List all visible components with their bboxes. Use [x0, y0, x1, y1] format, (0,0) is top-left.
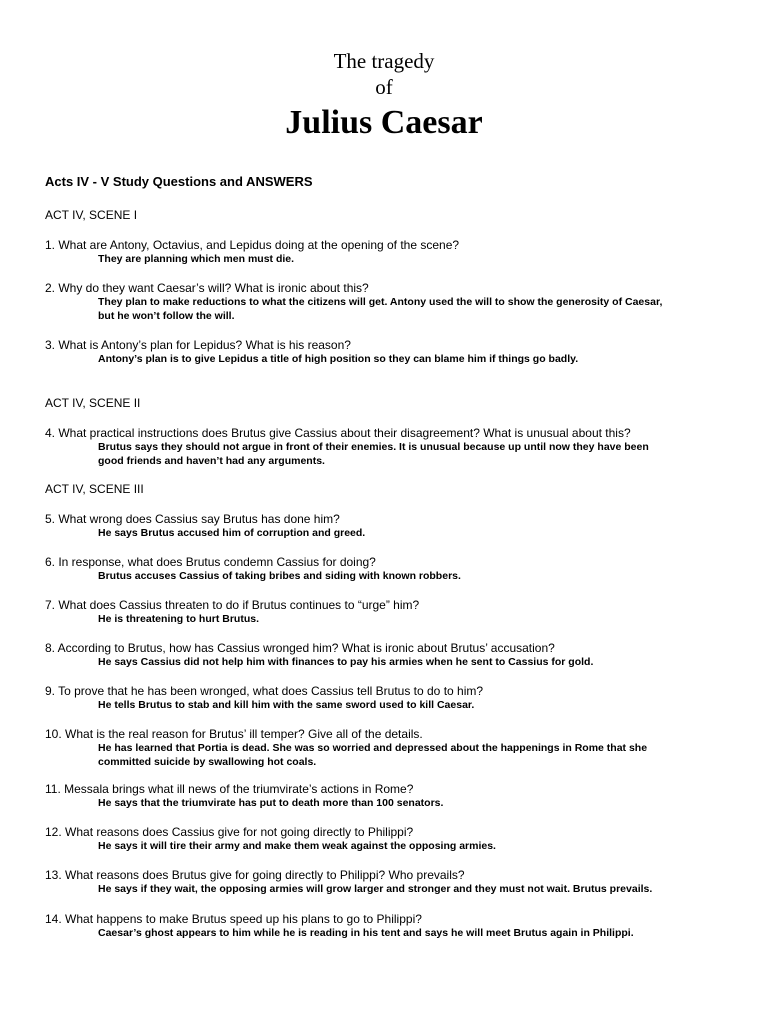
answer-12: He says it will tire their army and make them weak against the opposing armies.	[98, 840, 496, 852]
answer-11: He says that the triumvirate has put to death more than 100 senators.	[98, 797, 444, 809]
question-9: 9. To prove that he has been wronged, what does Cassius tell Brutus to do to him?	[45, 684, 484, 698]
answer-6: Brutus accuses Cassius of taking bribes and siding with known robbers.	[98, 570, 461, 582]
answer-2-line-2: but he won’t follow the will.	[98, 310, 235, 322]
answer-3: Antony’s plan is to give Lepidus a title of high position so they can blame him if things go badly.	[98, 353, 579, 365]
document-title: Julius Caesar	[285, 104, 483, 141]
answer-2-line-1: They plan to make reductions to what the citizens will get. Antony used the will to show the generosity of Caesar,	[98, 296, 663, 308]
answer-14: Caesar’s ghost appears to him while he is reading in his tent and says he will meet Brutus again in Philippi.	[98, 927, 634, 939]
question-11: 11. Messala brings what ill news of the triumvirate’s actions in Rome?	[45, 782, 414, 796]
question-7: 7. What does Cassius threaten to do if Brutus continues to “urge” him?	[45, 598, 420, 612]
title-line-1: The tragedy	[333, 49, 435, 73]
title-line-2: of	[375, 75, 393, 99]
question-5: 5. What wrong does Cassius say Brutus has done him?	[45, 512, 340, 526]
question-8: 8. According to Brutus, how has Cassius wronged him? What is ironic about Brutus’ accusation?	[45, 641, 555, 655]
answer-4-line-1: Brutus says they should not argue in front of their enemies. It is unusual because up until now they have been	[98, 441, 649, 453]
answer-10-line-2: committed suicide by swallowing hot coals.	[98, 756, 317, 768]
question-12: 12. What reasons does Cassius give for not going directly to Philippi?	[45, 825, 414, 839]
answer-4-line-2: good friends and haven’t had any arguments.	[98, 455, 325, 467]
answer-1: They are planning which men must die.	[98, 253, 295, 265]
answer-10-line-1: He has learned that Portia is dead. She was so worried and depressed about the happenings in Rome that she	[98, 742, 648, 754]
answer-7: He is threatening to hurt Brutus.	[98, 613, 260, 625]
scene-heading-2: ACT IV, SCENE II	[45, 396, 141, 410]
answer-5: He says Brutus accused him of corruption and greed.	[98, 527, 366, 539]
question-1: 1. What are Antony, Octavius, and Lepidus doing at the opening of the scene?	[45, 238, 460, 252]
question-6: 6. In response, what does Brutus condemn Cassius for doing?	[45, 555, 376, 569]
question-14: 14. What happens to make Brutus speed up his plans to go to Philippi?	[45, 912, 422, 926]
question-2: 2. Why do they want Caesar’s will? What is ironic about this?	[45, 281, 369, 295]
question-10: 10. What is the real reason for Brutus’ ill temper? Give all of the details.	[45, 727, 423, 741]
answer-13: He says if they wait, the opposing armies will grow larger and stronger and they must not wait. Brutus prevails.	[98, 883, 653, 895]
question-4: 4. What practical instructions does Brutus give Cassius about their disagreement? What is unusual about this?	[45, 426, 631, 440]
question-13: 13. What reasons does Brutus give for going directly to Philippi? Who prevails?	[45, 868, 465, 882]
answer-9: He tells Brutus to stab and kill him with the same sword used to kill Caesar.	[98, 699, 475, 711]
scene-heading-3: ACT IV, SCENE III	[45, 482, 144, 496]
answer-8: He says Cassius did not help him with finances to pay his armies when he sent to Cassius for gold.	[98, 656, 594, 668]
section-heading: Acts IV - V Study Questions and ANSWERS	[45, 174, 313, 189]
question-3: 3. What is Antony’s plan for Lepidus? What is his reason?	[45, 338, 351, 352]
scene-heading-1: ACT IV, SCENE I	[45, 208, 138, 222]
